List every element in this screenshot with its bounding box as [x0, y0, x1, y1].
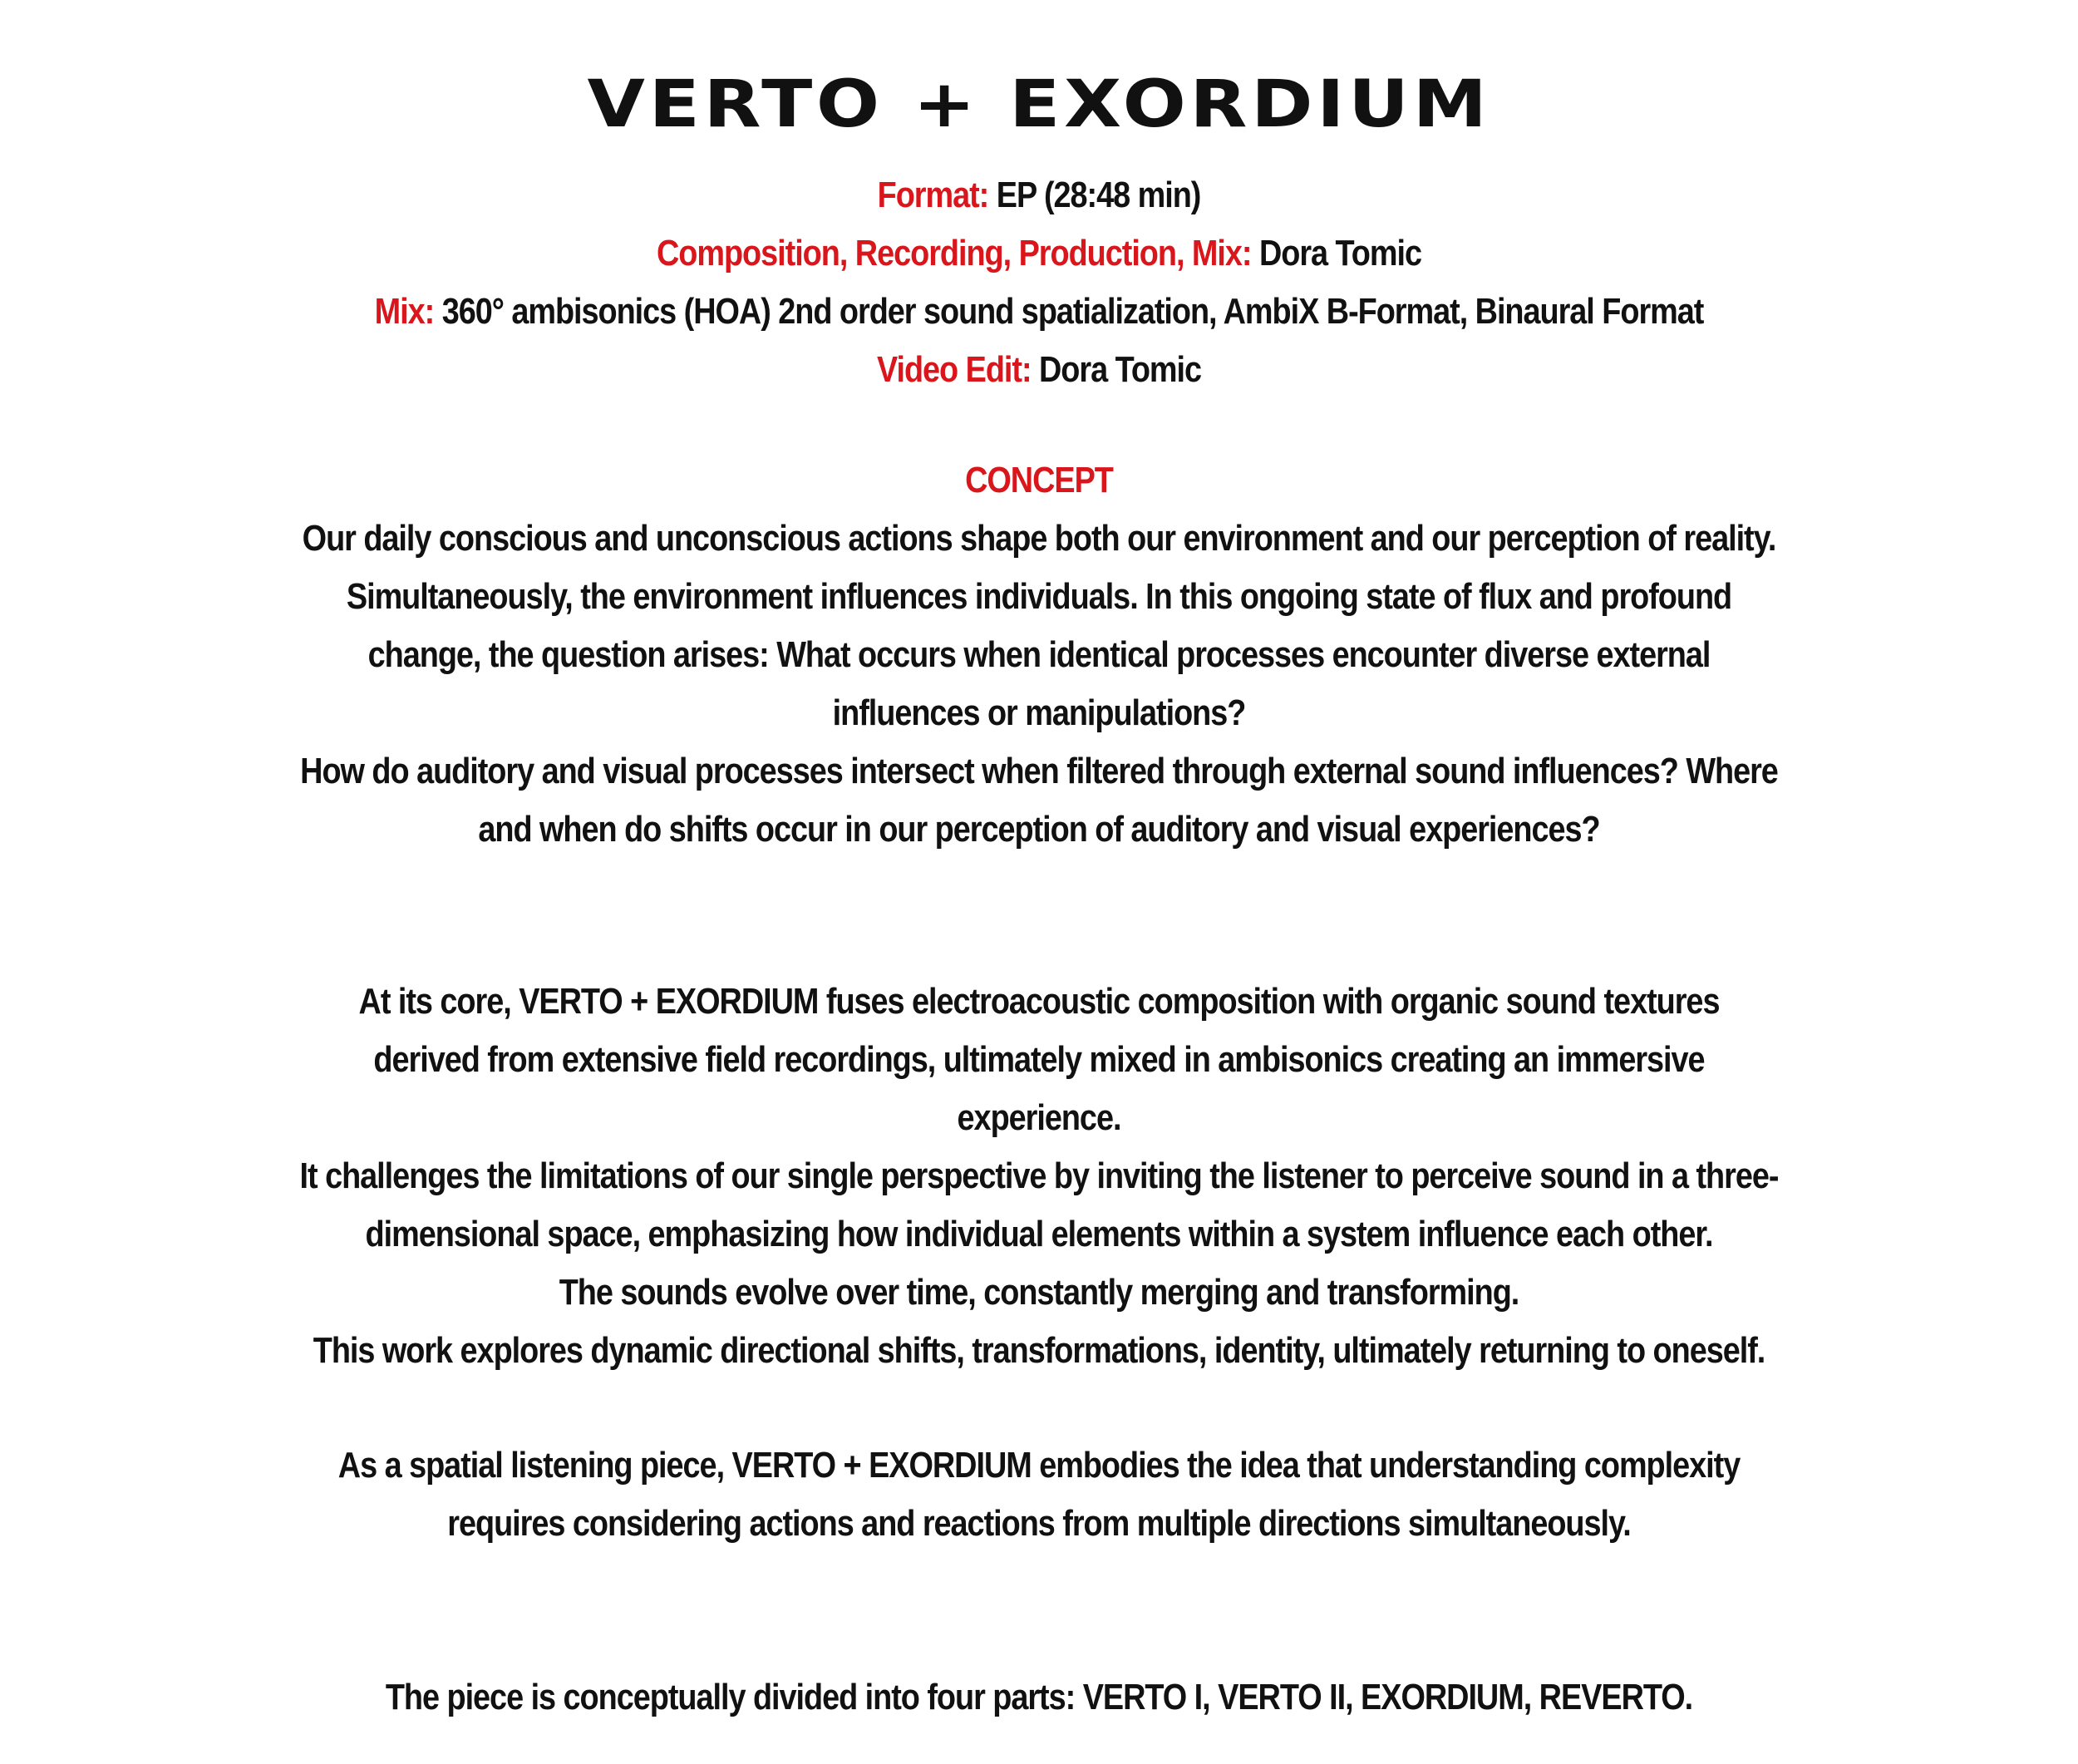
paragraph-line: At its core, VERTO + EXORDIUM fuses electroacoustic composition with organic sound textures	[358, 981, 1720, 1022]
credit-mix	[145, 283, 1933, 341]
paragraph-line: Our daily conscious and unconscious actions shape both our environment and our perception of reality.	[302, 518, 1776, 559]
paragraph-line: This work explores dynamic directional shifts, transformations, identity, ultimately returning to oneself.	[313, 1330, 1765, 1371]
paragraph-line: The piece is conceptually divided into four parts: VERTO I, VERTO II, EXORDIUM, REVERTO.	[385, 1677, 1693, 1717]
concept-heading: CONCEPT	[965, 460, 1113, 500]
paragraph-line: and when do shifts occur in our perception of auditory and visual experiences?	[478, 809, 1600, 850]
paragraph-line: Simultaneously, the environment influences individuals. In this ongoing state of flux and profound	[346, 576, 1732, 617]
document-title: VERTO + EXORDIUM	[587, 67, 1491, 142]
concept-paragraph-3	[0, 1436, 2078, 1553]
paragraph-line: It challenges the limitations of our single perspective by inviting the listener to perceive sound in a three-	[299, 1155, 1779, 1196]
paragraph-line: influences or manipulations?	[832, 692, 1246, 733]
concept-paragraph-4	[0, 1668, 2078, 1727]
paragraph-line: How do auditory and visual processes intersect when filtered through external sound influences? Where	[300, 751, 1778, 791]
concept-paragraph-2	[0, 973, 2078, 1380]
credit-label: Format:	[877, 175, 989, 215]
paragraph-line: The sounds evolve over time, constantly merging and transforming.	[559, 1272, 1519, 1313]
credit-composition	[145, 224, 1933, 283]
paragraph-line: dimensional space, emphasizing how individual elements within a system influence each other.	[365, 1214, 1713, 1254]
credit-video-edit	[145, 341, 1933, 399]
credit-label: Mix:	[374, 291, 435, 332]
credit-value: 360° ambisonics (HOA) 2nd order sound spatialization, AmbiX B-Format, Binaural Format	[434, 291, 1704, 332]
paragraph-line: derived from extensive field recordings, ultimately mixed in ambisonics creating an immersive	[373, 1039, 1705, 1080]
credit-value: Dora Tomic	[1031, 349, 1202, 390]
credit-format	[145, 166, 1933, 224]
credit-value: EP (28:48 min)	[988, 175, 1201, 215]
credit-label: Video Edit:	[876, 349, 1032, 390]
credit-value: Dora Tomic	[1251, 233, 1422, 273]
concept-paragraph-1	[0, 510, 2078, 859]
paragraph-line: experience.	[957, 1097, 1121, 1138]
paragraph-line: change, the question arises: What occurs when identical processes encounter diverse external	[367, 634, 1711, 675]
concept-section	[0, 451, 2078, 510]
paragraph-line: As a spatial listening piece, VERTO + EXORDIUM embodies the idea that understanding complexity	[337, 1445, 1741, 1486]
credit-label: Composition, Recording, Production, Mix:	[656, 233, 1252, 273]
credits-block	[0, 166, 2078, 399]
paragraph-line: requires considering actions and reactions from multiple directions simultaneously.	[447, 1503, 1631, 1544]
